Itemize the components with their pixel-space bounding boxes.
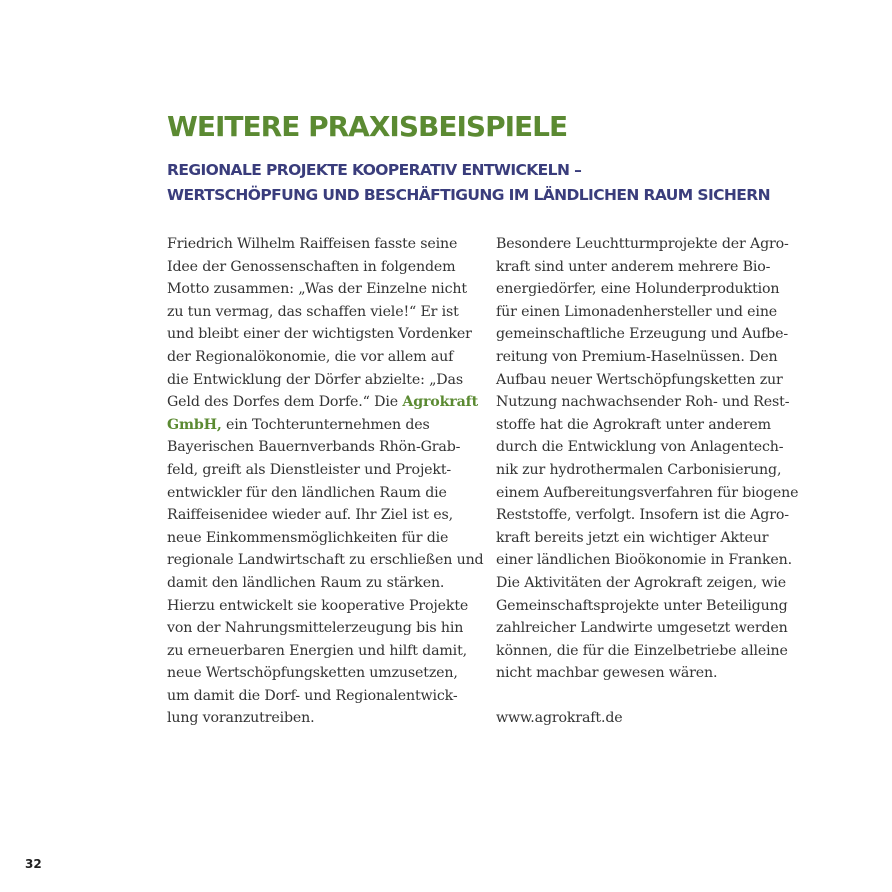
body-line: neue Wertschöpfungsketten umzusetzen, — [167, 665, 458, 682]
body-line: von der Nahrungsmittelerzeugung bis hin — [167, 620, 464, 637]
body-line: entwickler für den ländlichen Raum die — [167, 484, 447, 501]
right-text-column — [496, 233, 811, 730]
body-line: gemeinschaftliche Erzeugung und Aufbe- — [496, 326, 789, 343]
body-line: zu tun vermag, das schaffen viele!“ Er ist — [167, 303, 459, 320]
body-line: zahlreicher Landwirte umgesetzt werden — [496, 620, 788, 637]
subtitle-line-2: WERTSCHÖPFUNG UND BESCHÄFTIGUNG IM LÄNDLICHEN RAUM SICHERN — [167, 186, 770, 204]
body-line: Reststoffe, verfolgt. Insofern ist die Agro- — [496, 507, 789, 524]
body-line: reitung von Premium-Haselnüssen. Den — [496, 348, 778, 365]
page-title: WEITERE PRAXISBEISPIELE — [167, 110, 568, 143]
body-line: können, die für die Einzelbetriebe alleine — [496, 642, 788, 659]
body-line: Friedrich Wilhelm Raiffeisen fasste seine — [167, 236, 458, 252]
page-subtitle — [167, 158, 770, 208]
website-link[interactable]: www.agrokraft.de — [496, 710, 623, 727]
body-line: Motto zusammen: „Was der Einzelne nicht — [167, 281, 467, 298]
body-line — [167, 391, 482, 414]
page-number: 32 — [25, 857, 42, 871]
body-line: kraft sind unter anderem mehrere Bio- — [496, 258, 771, 275]
body-line: Hierzu entwickelt sie kooperative Projekte — [167, 597, 469, 614]
body-line: lung voranzutreiben. — [167, 710, 315, 727]
body-line: Bayerischen Bauernverbands Rhön-Grab- — [167, 439, 461, 456]
body-line: energiedörfer, eine Holunderproduktion — [496, 281, 780, 298]
body-line: Raiffeisenidee wieder auf. Ihr Ziel ist es, — [167, 507, 454, 524]
left-text-column — [167, 233, 482, 730]
agrokraft-highlight: Agrokraft — [402, 394, 479, 411]
body-line: neue Einkommensmöglichkeiten für die — [167, 529, 449, 546]
body-line: einem Aufbereitungsverfahren für biogene — [496, 484, 799, 501]
body-line: um damit die Dorf- und Regionalentwick- — [167, 687, 458, 704]
body-line: und bleibt einer der wichtigsten Vordenker — [167, 326, 472, 343]
body-line: einer ländlichen Bioökonomie in Franken. — [496, 552, 792, 569]
body-line: stoffe hat die Agrokraft unter anderem — [496, 416, 771, 433]
body-line-text: ein Tochterunternehmen des — [221, 416, 430, 433]
body-line: durch die Entwicklung von Anlagentech- — [496, 439, 784, 456]
paragraph-gap — [496, 685, 811, 708]
body-line — [167, 414, 482, 437]
body-line-text: Geld des Dorfes dem Dorfe.“ Die — [167, 394, 403, 411]
body-line: die Entwicklung der Dörfer abzielte: „Das — [167, 371, 463, 388]
body-line: nik zur hydrothermalen Carbonisierung, — [496, 461, 782, 478]
body-line: Nutzung nachwachsender Roh- und Rest- — [496, 394, 790, 411]
body-line: regionale Landwirtschaft zu erschließen und — [167, 552, 484, 569]
body-line: Idee der Genossenschaften in folgendem — [167, 258, 456, 275]
gmbh-highlight: GmbH, — [167, 416, 222, 433]
body-line: Besondere Leuchtturmprojekte der Agro- — [496, 236, 789, 252]
body-line: Die Aktivitäten der Agrokraft zeigen, wie — [496, 574, 787, 591]
body-line: nicht machbar gewesen wären. — [496, 665, 718, 682]
body-line: Aufbau neuer Wertschöpfungsketten zur — [496, 371, 783, 388]
body-line: damit den ländlichen Raum zu stärken. — [167, 574, 445, 591]
body-line: kraft bereits jetzt ein wichtiger Akteur — [496, 529, 769, 546]
subtitle-line-1: REGIONALE PROJEKTE KOOPERATIV ENTWICKELN – — [167, 161, 582, 179]
body-line: für einen Limonadenhersteller und eine — [496, 303, 778, 320]
body-line: feld, greift als Dienstleister und Projekt- — [167, 461, 452, 478]
body-line: Gemeinschaftsprojekte unter Beteiligung — [496, 597, 788, 614]
body-line: zu erneuerbaren Energien und hilft damit, — [167, 642, 467, 659]
body-line: der Regionalökonomie, die vor allem auf — [167, 348, 454, 365]
